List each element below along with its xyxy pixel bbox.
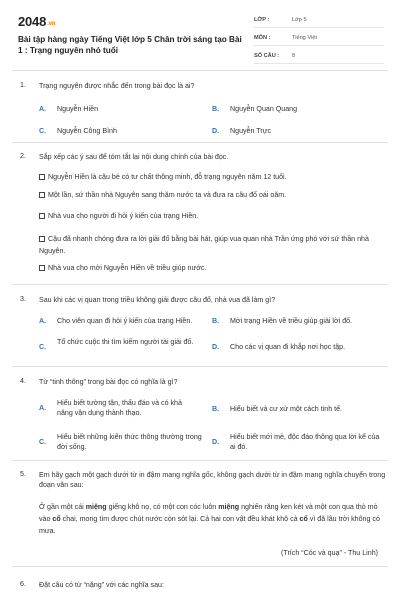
checkbox[interactable] (39, 192, 45, 198)
option-letter: C. (39, 438, 47, 446)
question-text: Sắp xếp các ý sau để tóm tắt lại nội dung chính của bài đọc. (39, 153, 229, 161)
ordering-item[interactable] (39, 263, 384, 274)
divider (12, 460, 388, 461)
divider (12, 70, 388, 71)
option-text: Mời trạng Hiền về triều giúp giải lời đố. (230, 317, 353, 325)
option-letter: B. (212, 317, 220, 325)
question-number: 3. (20, 295, 26, 303)
option-letter: D. (212, 343, 220, 351)
passage-bold-word: cổ (52, 515, 61, 523)
citation: (Trích “Cóc và quạ” - Thu Linh) (281, 549, 378, 557)
question-number: 5. (20, 470, 26, 478)
header (0, 0, 400, 68)
checkbox[interactable] (39, 174, 45, 180)
passage-bold-word: miệng (218, 503, 240, 511)
option-text: Cho các vị quan đi khắp nơi học tập. (230, 343, 346, 351)
checkbox[interactable] (39, 213, 45, 219)
question-text: Đặt câu có từ “nặng” với các nghĩa sau: (39, 581, 164, 589)
option-letter: B. (212, 105, 220, 113)
question-text: Từ “tinh thông” trong bài đọc có nghĩa là gì? (39, 378, 178, 386)
option-letter: C. (39, 127, 47, 135)
option-text: Hiểu biết và cư xử một cách tinh tế. (230, 405, 343, 413)
question-text: Trạng nguyên được nhắc đến trong bài đọc là ai? (39, 82, 195, 90)
checkbox[interactable] (39, 265, 45, 271)
option-text: Tổ chức cuộc thi tìm kiếm người tài giải đố. (57, 338, 194, 346)
item-text: Nguyễn Hiền là cậu bé có tư chất thông minh, đỗ trạng nguyên năm 12 tuổi. (48, 173, 287, 181)
question-text: Em hãy gạch một gạch dưới từ in đậm mang nghĩa gốc, không gạch dưới từ in đậm mang nghĩa chuyển trong đoạn văn sau: (39, 471, 386, 489)
meta-box (254, 12, 384, 66)
meta-label: LỚP : (254, 16, 270, 23)
divider (12, 566, 388, 567)
meta-value: Lớp 5 (292, 16, 307, 23)
question-number: 2. (20, 152, 26, 160)
passage-text: Ở gần một cái (39, 503, 86, 511)
passage-text: nghiến răng ken két và một con qua thò mỏ vào (39, 503, 378, 523)
ordering-item[interactable] (39, 190, 384, 201)
checkbox[interactable] (39, 236, 45, 242)
question-number: 1. (20, 81, 26, 89)
divider (12, 142, 388, 143)
option-letter: A. (39, 105, 47, 113)
option-text: Nguyễn Công Bình (57, 127, 117, 135)
option-text: Nguyễn Hiền (57, 105, 99, 113)
meta-label: MÔN : (254, 34, 271, 41)
option-text: Cho viên quan đi hỏi ý kiến của trạng Hiền. (57, 317, 193, 325)
divider (12, 366, 388, 367)
item-text: Một lần, sứ thần nhà Nguyên sang thăm nước ta và đưa ra câu đố oái oăm. (48, 191, 287, 199)
logo-suffix: .vn (47, 21, 56, 27)
item-text: Nhà vua cho mời Nguyễn Hiền về triều giúp nước. (48, 264, 207, 272)
question-number: 6. (20, 580, 26, 588)
option-letter: C. (39, 343, 47, 351)
worksheet-title: Bài tập hàng ngày Tiếng Việt lớp 5 Chân trời sáng tạo Bài 1 : Trạng nguyên nhỏ tuổi (18, 35, 242, 55)
option-letter: A. (39, 404, 47, 412)
ordering-item[interactable] (39, 233, 384, 257)
passage (39, 501, 384, 537)
ordering-item[interactable] (39, 172, 384, 183)
meta-row-subject (254, 30, 384, 46)
option-text: Hiểu biết mới mẻ, độc đáo thông qua lời kể của ai đó. (230, 433, 380, 451)
site-logo[interactable] (18, 14, 55, 29)
passage-bold-word: cổ (299, 515, 308, 523)
passage-text: chai, mong tìm được chút nước còn sót lại. Cả hai con vật đều khát khô cả (60, 515, 300, 523)
meta-value: Tiếng Việt (292, 34, 317, 41)
option-letter: D. (212, 438, 220, 446)
item-text: Cậu đã nhanh chóng đưa ra lời giải đố bằng bài hát, giúp vua quan nhà Trần ứng phó với sứ thần nhà Nguyên. (39, 235, 369, 255)
divider (12, 284, 388, 285)
passage-text: vì đã lâu trời không có mưa. (39, 515, 380, 535)
option-letter: D. (212, 127, 220, 135)
question-number: 4. (20, 377, 26, 385)
question-text: Sau khi các vị quan trong triều không giải được câu đố, nhà vua đã làm gì? (39, 296, 276, 304)
ordering-item[interactable] (39, 211, 384, 222)
meta-row-count (254, 48, 384, 64)
option-text: Hiểu biết những kiến thức thông thường trong đời sống. (57, 433, 202, 451)
logo-text: 2048 (18, 14, 47, 29)
option-letter: A. (39, 317, 47, 325)
item-text: Nhà vua cho người đi hỏi ý kiến của trạng Hiền. (48, 212, 199, 220)
option-text: Nguyễn Quan Quang (230, 105, 298, 113)
passage-bold-word: miệng (85, 503, 107, 511)
option-letter: B. (212, 405, 220, 413)
passage-text: giếng khô nọ, có một con cóc luôn (106, 503, 219, 511)
meta-label: SỐ CÂU : (254, 52, 280, 59)
option-text: Nguyễn Trực (230, 127, 272, 135)
meta-row-class (254, 12, 384, 28)
option-text: Hiểu biết tường tận, thấu đáo và có khả năng vận dụng thành thạo. (57, 399, 182, 417)
meta-value: 8 (292, 52, 296, 59)
